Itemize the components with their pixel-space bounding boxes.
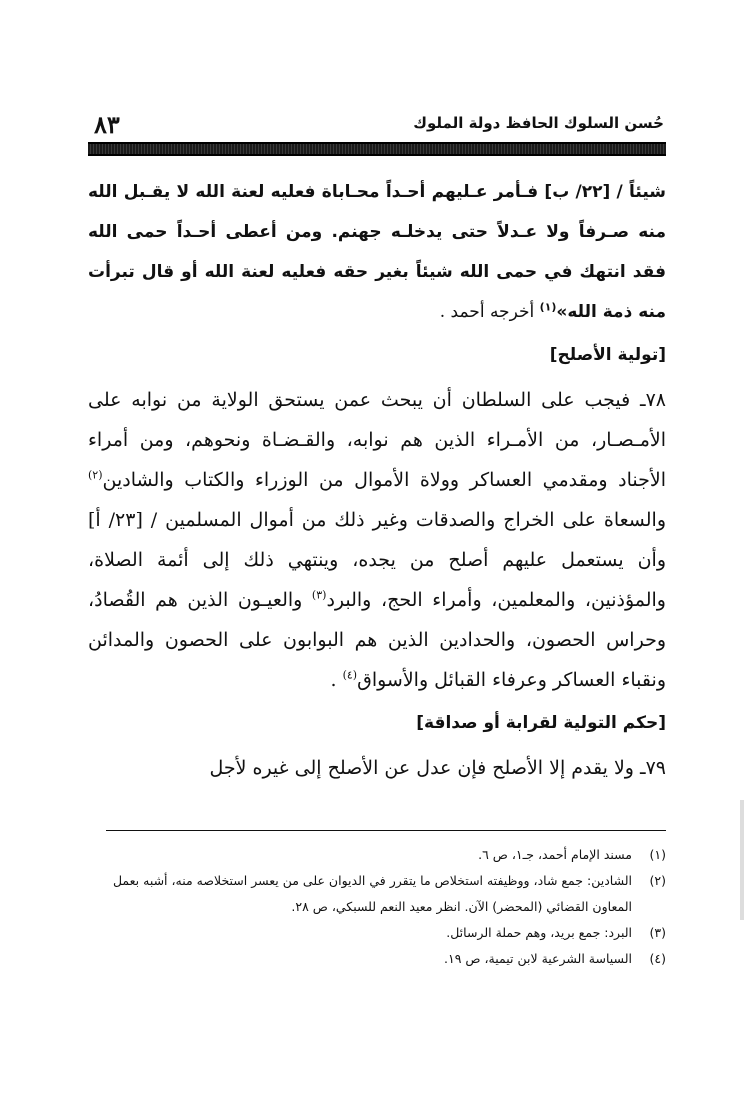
hadith-quote <box>88 172 666 332</box>
footnote-text: السياسة الشرعية لابن تيمية، ص ١٩. <box>444 951 632 966</box>
footnote-4 <box>88 946 666 972</box>
hadith-text: شيئاً / [٢٢/ ب] فـأمر عـليهم أحـداً محـاباة فعليه لعنة الله لا يقـبل الله منه صـرفاً ولا عـدلاً حتى يدخلـه جهنم. ومن أعطى أحـداً حمى الله فقد انتهك في حمى الله شيئاً بغير حقه فعليه لعنة الله أو قال تبرأت منه ذمة الله» <box>88 182 666 322</box>
running-title: حُسن السلوك الحافظ دولة الملوك <box>413 114 664 132</box>
footnote-text: مسند الإمام أحمد، جـ١، ص ٦. <box>478 847 632 862</box>
header-rule <box>88 142 666 156</box>
paragraph-79: ٧٩ـ ولا يقدم إلا الأصلح فإن عدل عن الأصلح إلى غيره لأجل <box>209 757 666 779</box>
page-header <box>88 110 666 140</box>
footnote-1 <box>88 842 666 868</box>
footnote-text: البرد: جمع بريد، وهم حملة الرسائل. <box>446 925 632 940</box>
footnote-ref-1[interactable]: (١) <box>539 300 557 314</box>
footnote-number: (٤) <box>649 951 666 966</box>
main-text <box>88 172 666 788</box>
footnote-number: (١) <box>649 847 666 862</box>
footnote-number: (٣) <box>649 925 666 940</box>
footnote-2 <box>88 868 666 920</box>
footnote-ref-2[interactable]: (٢) <box>88 468 103 482</box>
footnote-ref-4[interactable]: (٤) <box>342 668 358 682</box>
footnote-text: الشادين: جمع شاد، ووظيفته استخلاص ما يتقرر في الديوان على من يعسر استخلاصه منه، أشبه بعمل المعاون القضائي (المحضر) الآن. انظر معيد النعم للسبكي، ص ٢٨. <box>112 873 632 914</box>
paragraph-78-part-2: والسعاة على الخراج والصدقات وغير ذلك من أموال المسلمين / [٢٣/ أ] وأن يستعمل عليهم أصلح من يجده، وينتهي ذلك إلى أئمة الصلاة، والمؤذنين، والمعلمين، وأمراء الحج، والبرد <box>88 509 666 611</box>
paragraph-78-part-1: ٧٨ـ فيجب على السلطان أن يبحث عمن يستحق الولاية من نوابه على الأمـصـار، من الأمـراء الذين هم نوابه، والقـضـاة ونحوهم، ومن أمراء الأجناد ومقدمي العساكر وولاة الأموال من الوزراء والكتاب والشادين <box>88 389 666 491</box>
section-heading-kinship-appointment: [حكم التولية لقرابة أو صداقة] <box>416 713 666 733</box>
scan-edge-mark <box>740 800 744 920</box>
footnote-3 <box>88 920 666 946</box>
paragraph-78 <box>88 380 666 700</box>
section-heading-appointing-best: [تولية الأصلح] <box>549 345 666 365</box>
footnote-separator <box>106 830 666 831</box>
hadith-source: أخرجه أحمد . <box>439 302 540 322</box>
book-page <box>88 100 666 1000</box>
footnote-ref-3[interactable]: (٣) <box>311 588 327 602</box>
paragraph-78-part-4: . <box>330 669 343 691</box>
page-number: ٨٣ <box>94 110 120 139</box>
paragraph-78-part-3: والعيـون الذين هم القُصادُ، وحراس الحصون، والحدادين الذين هم البوابون على الحصون والمدائن ونقباء العساكر وعرفاء القبائل والأسواق <box>88 589 666 691</box>
footnotes <box>88 842 666 972</box>
footnote-number: (٢) <box>649 873 666 888</box>
